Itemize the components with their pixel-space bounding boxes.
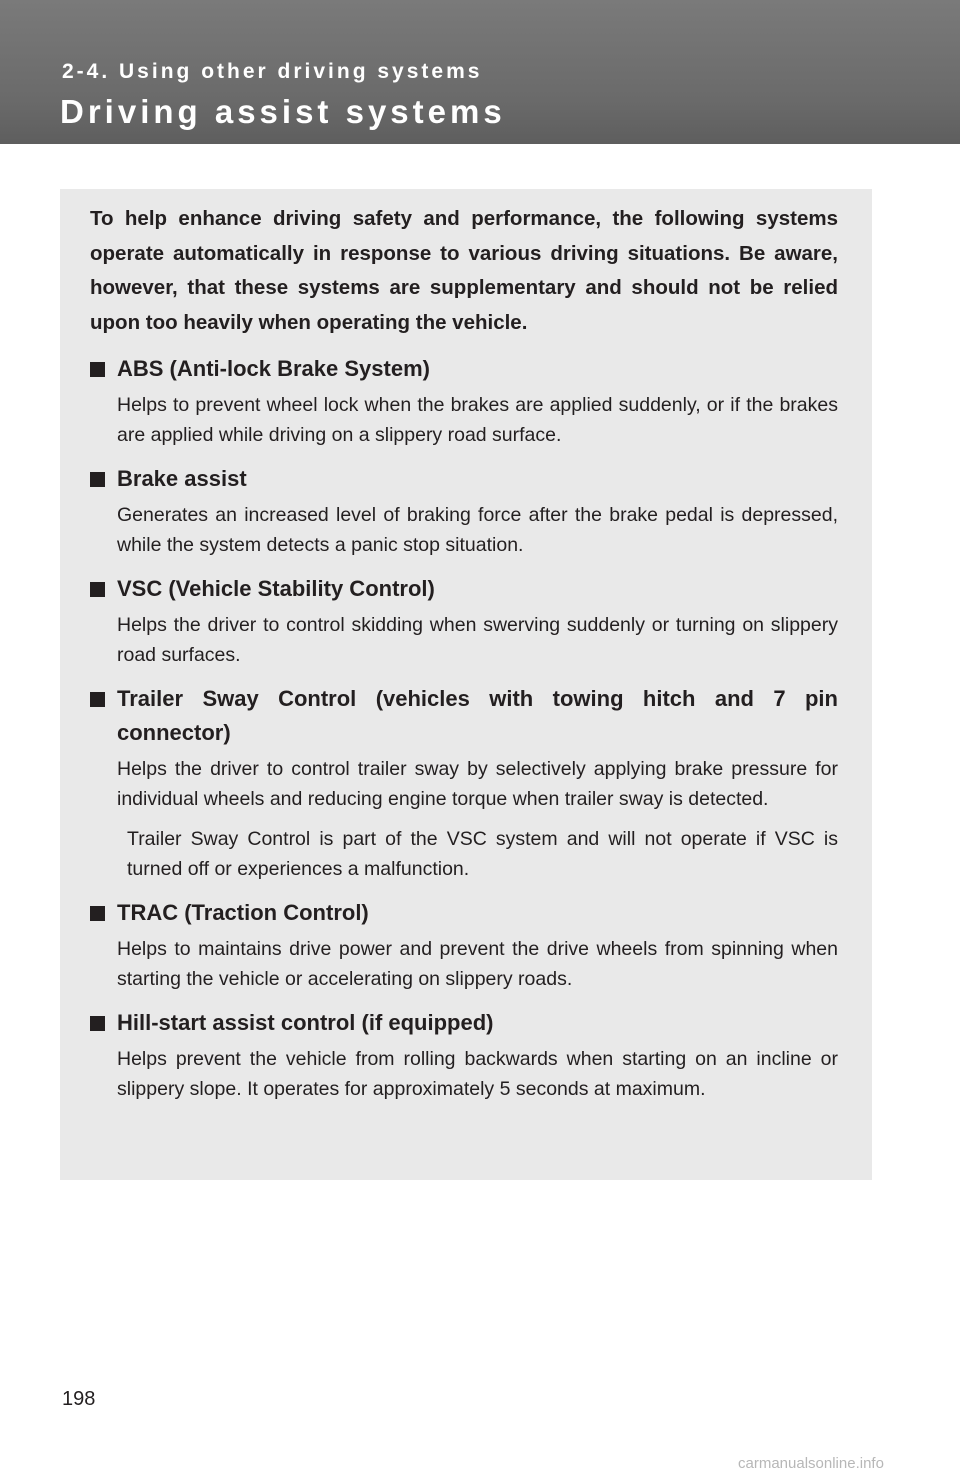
item-trac [90,896,838,994]
item-body: Helps the driver to control trailer sway by selectively applying brake pressure for individual wheels and reducing engine torque when trailer sway is detected. [117,758,838,810]
item-heading [90,896,838,930]
item-hill-start-assist [90,1006,838,1104]
item-abs [90,352,838,450]
item-body: Helps the driver to control skidding when swerving suddenly or turning on slippery road surfaces. [117,614,838,666]
item-title: TRAC (Traction Control) [117,900,369,925]
item-heading [90,1006,838,1040]
square-bullet-icon [90,362,105,377]
item-title: VSC (Vehicle Stability Control) [117,576,435,601]
item-heading [90,462,838,496]
square-bullet-icon [90,1016,105,1031]
item-heading [90,352,838,386]
item-title: ABS (Anti-lock Brake System) [117,356,430,381]
square-bullet-icon [90,692,105,707]
item-body: Helps prevent the vehicle from rolling backwards when starting on an incline or slippery slope. It operates for approximately 5 seconds at maximum. [117,1048,838,1100]
header-band [0,0,960,144]
item-heading [90,572,838,606]
item-heading [90,682,838,750]
section-label: 2-4. Using other driving systems [62,60,483,83]
item-note: Trailer Sway Control is part of the VSC system and will not operate if VSC is turned off or experiences a malfunction. [127,828,838,880]
page-number: 198 [62,1388,96,1410]
item-brake-assist [90,462,838,560]
square-bullet-icon [90,582,105,597]
item-title: Hill-start assist control (if equipped) [117,1010,494,1035]
item-title: Trailer Sway Control (vehicles with towing hitch and 7 pin connector) [117,686,838,745]
square-bullet-icon [90,906,105,921]
watermark: carmanualsonline.info [738,1455,884,1472]
intro-paragraph: To help enhance driving safety and performance, the following systems operate automatically in response to various driving situations. Be aware, however, that these systems are supplementary and should not be relied upon too heavily when operating the vehicle. [90,207,838,334]
content-box [60,189,872,1180]
item-body: Helps to prevent wheel lock when the brakes are applied suddenly, or if the brakes are applied while driving on a slippery road surface. [117,394,838,446]
item-vsc [90,572,838,670]
item-body: Generates an increased level of braking force after the brake pedal is depressed, while the system detects a panic stop situation. [117,504,838,556]
item-title: Brake assist [117,466,247,491]
item-body: Helps to maintains drive power and prevent the drive wheels from spinning when starting the vehicle or accelerating on slippery roads. [117,938,838,990]
page-title: Driving assist systems [60,93,506,130]
item-trailer-sway-control [90,682,838,884]
square-bullet-icon [90,472,105,487]
